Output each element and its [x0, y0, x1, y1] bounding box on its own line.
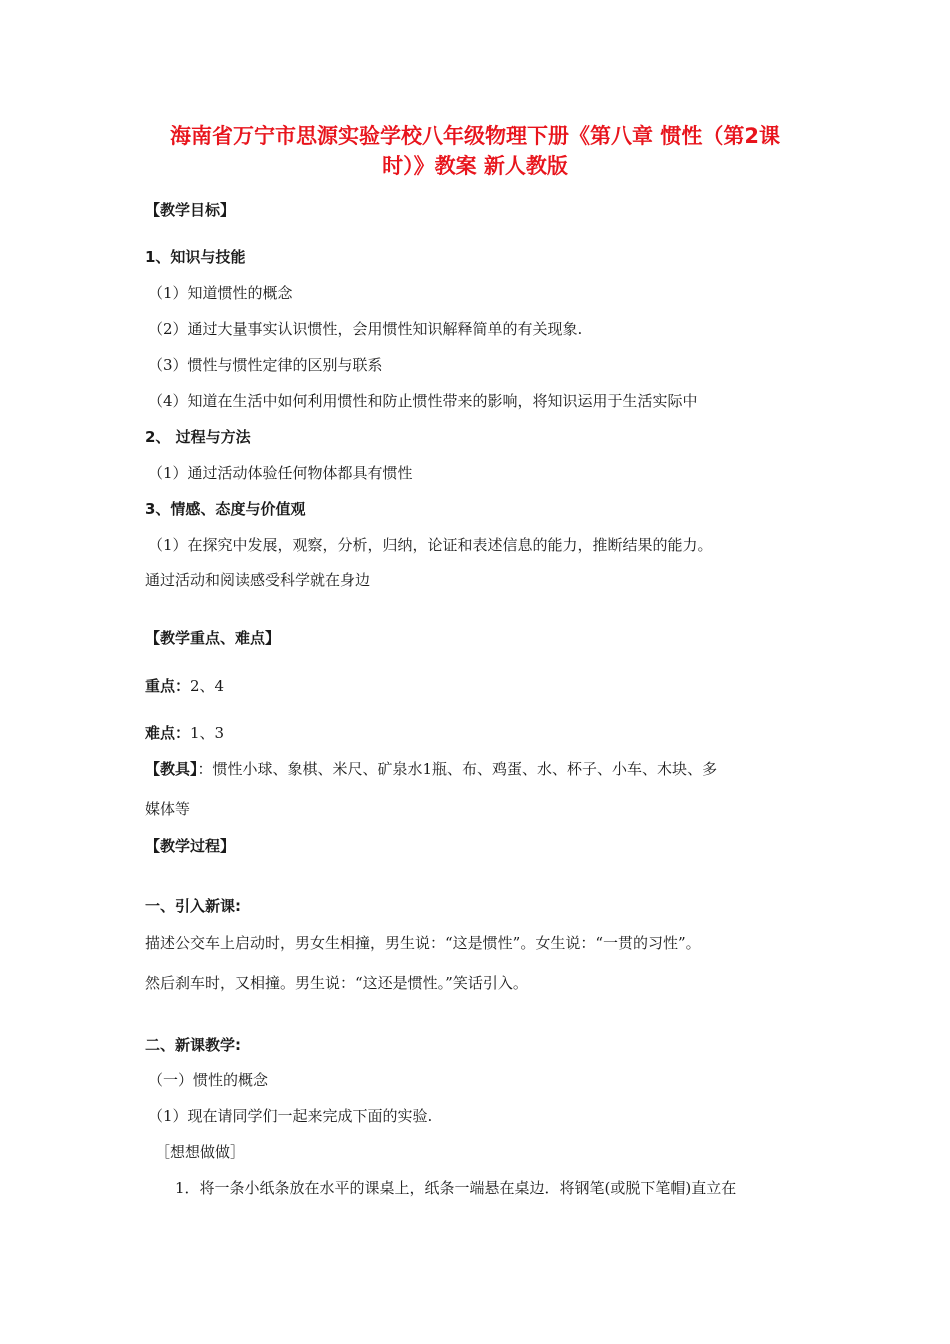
inertia-concept-heading: （一）惯性的概念	[148, 1071, 269, 1089]
process-item-1: （1）通过活动体验任何物体都具有惯性	[148, 464, 413, 482]
intro-paragraph-line-1: 描述公交车上启动时，男女生相撞，男生说：“这是惯性”。女生说：“一贯的习性”。	[145, 934, 701, 952]
key-points-value: 2、4	[190, 677, 225, 695]
teaching-goals-heading: 【教学目标】	[145, 201, 236, 219]
teaching-tools-line-2: 媒体等	[145, 800, 191, 818]
key-difficult-points-heading: 【教学重点、难点】	[145, 629, 281, 647]
attitude-item-2: 通过活动和阅读感受科学就在身边	[145, 571, 371, 589]
knowledge-item-4: （4）知道在生活中如何利用惯性和防止惯性带来的影响，将知识运用于生活实际中	[148, 392, 698, 410]
key-points-label: 重点：	[145, 677, 191, 695]
knowledge-item-3: （3）惯性与惯性定律的区别与联系	[148, 356, 383, 374]
intro-heading: 一、引入新课:	[145, 897, 241, 915]
try-it-heading: ［想想做做］	[155, 1143, 246, 1161]
try-it-step-1: 1．将一条小纸条放在水平的课桌上，纸条一端悬在桌边．将钢笔(或脱下笔帽)直立在	[175, 1179, 737, 1197]
knowledge-skills-heading: 1、知识与技能	[145, 248, 246, 266]
attitude-values-heading: 3、情感、态度与价值观	[145, 500, 306, 518]
difficult-points-value: 1、3	[190, 724, 225, 742]
concept-item-1: （1）现在请同学们一起来完成下面的实验.	[148, 1107, 433, 1125]
teaching-tools-label: 【教具】	[145, 760, 198, 778]
new-lesson-heading: 二、新课教学:	[145, 1036, 241, 1054]
document-title-line-2: 时）》教案 新人教版	[382, 154, 568, 178]
process-methods-heading: 2、 过程与方法	[145, 428, 251, 446]
intro-paragraph-line-2: 然后刹车时，又相撞。男生说：“这还是惯性。”笑话引入。	[145, 974, 528, 992]
attitude-item-1: （1）在探究中发展，观察，分析，归纳，论证和表述信息的能力，推断结果的能力。	[148, 536, 713, 554]
difficult-points-line	[145, 723, 224, 743]
document-title-line-1: 海南省万宁市思源实验学校八年级物理下册《第八章 惯性（第2课	[170, 124, 780, 148]
teaching-tools-list: ：惯性小球、象棋、米尺、矿泉水1瓶、布、鸡蛋、水、杯子、小车、木块、多	[197, 760, 718, 778]
knowledge-item-1: （1）知道惯性的概念	[148, 284, 293, 302]
teaching-process-heading: 【教学过程】	[145, 837, 236, 855]
teaching-tools-line-1	[145, 759, 717, 779]
knowledge-item-2: （2）通过大量事实认识惯性，会用惯性知识解释简单的有关现象.	[148, 320, 583, 338]
key-points-line	[145, 676, 224, 696]
difficult-points-label: 难点：	[145, 724, 191, 742]
